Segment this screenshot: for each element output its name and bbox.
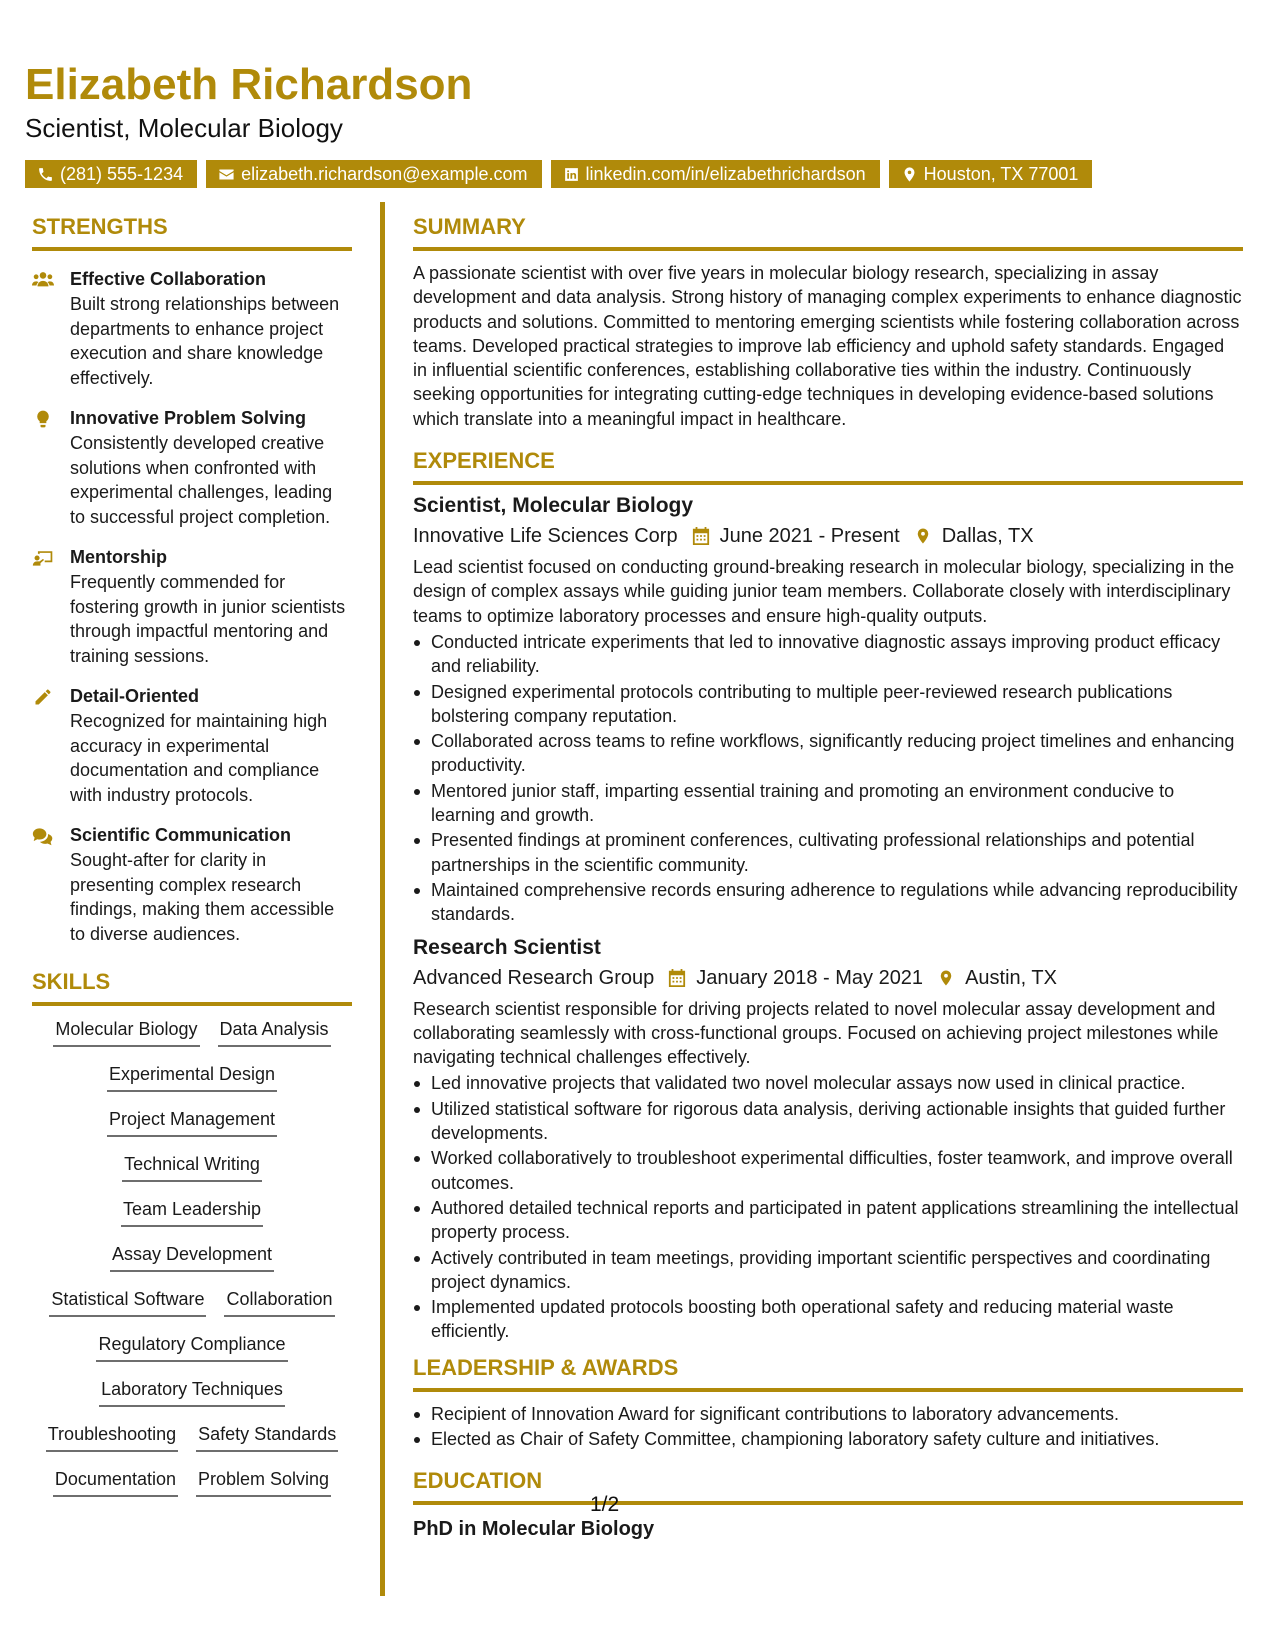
- list-item: Utilized statistical software for rigorous data analysis, deriving actionable insights that guided further developments.: [413, 1097, 1243, 1146]
- strength-desc: Consistently developed creative solutions when confronted with experimental challenges, leading to successful project completion.: [70, 433, 333, 527]
- strength-title: Innovative Problem Solving: [70, 408, 307, 428]
- strength-desc: Built strong relationships between departments to enhance project execution and share knowledge effectively.: [70, 294, 340, 388]
- resume-header: [25, 58, 1250, 188]
- skill-tag: Molecular Biology: [53, 1016, 199, 1047]
- contact-phone[interactable]: [25, 160, 197, 188]
- left-column: [32, 213, 352, 1511]
- skill-tag: Technical Writing: [122, 1151, 262, 1182]
- job-desc: Research scientist responsible for driving projects related to novel molecular assay development and collaborating seamlessly with cross-functional groups. Focused on achieving project milestones while navigating technical challenges effectively.: [413, 998, 1219, 1068]
- skill-tag: Troubleshooting: [46, 1421, 178, 1452]
- job-bullets: [413, 1071, 1243, 1343]
- contact-linkedin[interactable]: [551, 160, 880, 188]
- chalkboard-teacher-icon: [32, 548, 54, 568]
- strength-title: Mentorship: [70, 547, 167, 567]
- skill-tag: Laboratory Techniques: [99, 1376, 285, 1407]
- envelope-icon: [218, 166, 235, 183]
- map-pin-icon: [901, 166, 918, 183]
- skill-tag: Problem Solving: [196, 1466, 331, 1497]
- users-icon: [32, 270, 54, 290]
- summary-heading: SUMMARY: [413, 213, 1243, 251]
- comments-icon: [32, 826, 54, 846]
- strength-item: [32, 684, 352, 807]
- map-pin-icon: [914, 526, 932, 546]
- list-item: Mentored junior staff, imparting essential training and promoting an environment conducive to learning and growth.: [413, 779, 1243, 828]
- education-heading: EDUCATION: [413, 1467, 1243, 1505]
- candidate-name: Elizabeth Richardson: [25, 60, 473, 109]
- list-item: Recipient of Innovation Award for significant contributions to laboratory advancements.: [413, 1402, 1243, 1426]
- job-company: Advanced Research Group: [413, 966, 655, 989]
- linkedin-icon: [563, 166, 580, 183]
- contact-email-text: elizabeth.richardson@example.com: [241, 164, 528, 184]
- list-item: Authored detailed technical reports and participated in patent applications streamlining the intellectual property process.: [413, 1196, 1243, 1245]
- column-divider: [380, 202, 385, 1596]
- strength-desc: Sought-after for clarity in presenting complex research findings, making them accessible to diverse audiences.: [70, 850, 335, 944]
- leadership-list: [413, 1402, 1243, 1452]
- contact-bar: [25, 160, 1250, 188]
- list-item: Implemented updated protocols boosting both operational safety and reducing material waste efficiently.: [413, 1295, 1243, 1344]
- skill-tag: Project Management: [107, 1106, 277, 1137]
- list-item: Actively contributed in team meetings, providing important scientific perspectives and coordinating project dynamics.: [413, 1246, 1243, 1295]
- strength-title: Detail-Oriented: [70, 686, 200, 706]
- calendar-icon: [692, 526, 710, 546]
- skill-tag: Data Analysis: [218, 1016, 331, 1047]
- job-meta: [413, 521, 1243, 551]
- skill-tag: Collaboration: [224, 1286, 334, 1317]
- list-item: Conducted intricate experiments that led to innovative diagnostic assays improving product efficacy and reliability.: [413, 630, 1243, 679]
- lightbulb-icon: [32, 409, 54, 429]
- job-location: Austin, TX: [965, 966, 1057, 989]
- skill-tag: Documentation: [53, 1466, 178, 1497]
- job-desc: Lead scientist focused on conducting ground-breaking research in molecular biology, specializing in the design of complex assays while guiding junior team members. Collaborate closely with interdisciplinary teams to optimize laboratory processes and ensure high-quality outputs.: [413, 557, 1235, 626]
- education-degree: PhD in Molecular Biology: [413, 1518, 655, 1541]
- skill-tag: Regulatory Compliance: [96, 1331, 287, 1362]
- calendar-icon: [668, 968, 686, 988]
- skills-list: [32, 1016, 352, 1511]
- list-item: Designed experimental protocols contributing to multiple peer-reviewed research publications bolstering company reputation.: [413, 680, 1243, 729]
- list-item: Led innovative projects that validated two novel molecular assays now used in clinical practice.: [413, 1071, 1243, 1095]
- job-location: Dallas, TX: [941, 525, 1034, 548]
- leadership-heading: LEADERSHIP & AWARDS: [413, 1354, 1243, 1392]
- skill-tag: Team Leadership: [121, 1196, 263, 1227]
- strength-title: Scientific Communication: [70, 825, 292, 845]
- job-entry: [413, 492, 1243, 926]
- strength-item: [32, 823, 352, 946]
- skill-tag: Safety Standards: [196, 1421, 338, 1452]
- strength-item: [32, 545, 352, 668]
- phone-icon: [37, 166, 54, 183]
- job-company: Innovative Life Sciences Corp: [413, 525, 678, 548]
- strength-item: [32, 406, 352, 529]
- contact-location-text: Houston, TX 77001: [923, 164, 1079, 184]
- pencil-icon: [32, 687, 54, 707]
- list-item: Worked collaboratively to troubleshoot experimental difficulties, foster teamwork, and improve overall outcomes.: [413, 1146, 1243, 1195]
- job-bullets: [413, 630, 1243, 927]
- contact-linkedin-text: linkedin.com/in/elizabethrichardson: [585, 164, 866, 184]
- strengths-heading: STRENGTHS: [32, 213, 352, 251]
- skills-heading: SKILLS: [32, 968, 352, 1006]
- strength-item: [32, 267, 352, 390]
- experience-heading: EXPERIENCE: [413, 447, 1243, 485]
- summary-text: A passionate scientist with over five years in molecular biology research, specializing in assay development and data analysis. Strong history of managing complex experiments to enhance diagnostic products and solutions. Committed to mentoring emerging scientists while fostering collaboration across teams. Developed practical strategies to improve lab efficiency and uphold safety standards. Engaged in influential scientific conferences, establishing collaborative ties within the industry. Continuously seeking opportunities for integrating cutting-edge techniques in developing evidence-based solutions which translate into a meaningful impact in healthcare.: [413, 263, 1242, 429]
- contact-phone-text: (281) 555-1234: [60, 164, 184, 184]
- list-item: Collaborated across teams to refine workflows, significantly reducing project timelines and enhancing productivity.: [413, 729, 1243, 778]
- right-column: [413, 213, 1243, 1543]
- list-item: Maintained comprehensive records ensuring adherence to regulations while advancing reproducibility standards.: [413, 878, 1243, 927]
- skill-tag: Statistical Software: [49, 1286, 206, 1317]
- skill-tag: Experimental Design: [107, 1061, 277, 1092]
- job-entry: [413, 934, 1243, 1344]
- list-item: Elected as Chair of Safety Committee, championing laboratory safety culture and initiatives.: [413, 1427, 1243, 1451]
- job-title: Scientist, Molecular Biology: [413, 494, 694, 518]
- job-dates: January 2018 - May 2021: [696, 966, 924, 989]
- map-pin-icon: [937, 968, 955, 988]
- list-item: Presented findings at prominent conferences, cultivating professional relationships and potential partnerships in the scientific community.: [413, 828, 1243, 877]
- contact-location[interactable]: [889, 160, 1093, 188]
- skill-tag: Assay Development: [110, 1241, 274, 1272]
- job-title: Research Scientist: [413, 935, 601, 959]
- strength-title: Effective Collaboration: [70, 269, 267, 289]
- job-meta: [413, 963, 1243, 993]
- strength-desc: Recognized for maintaining high accuracy in experimental documentation and compliance with industry protocols.: [70, 711, 328, 805]
- strength-desc: Frequently commended for fostering growth in junior scientists through impactful mentoring and training sessions.: [70, 572, 346, 666]
- contact-email[interactable]: [206, 160, 541, 188]
- candidate-title: Scientist, Molecular Biology: [25, 113, 343, 143]
- page-number: 1/2: [590, 1493, 620, 1516]
- job-dates: June 2021 - Present: [719, 525, 900, 548]
